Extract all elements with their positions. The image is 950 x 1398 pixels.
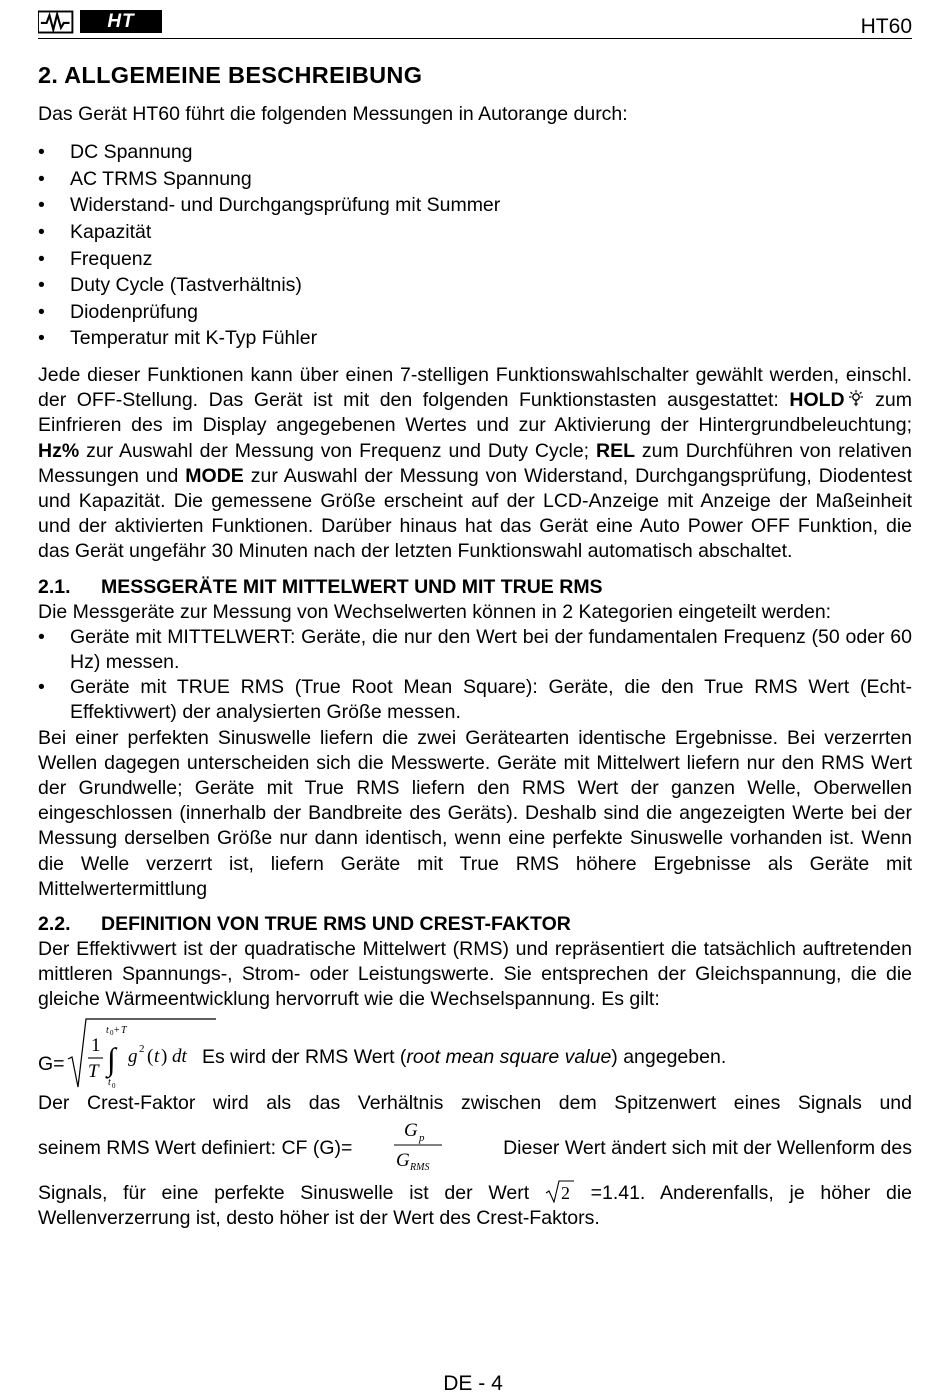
svg-text:∫: ∫: [107, 1040, 116, 1077]
svg-text:T: T: [88, 1060, 99, 1082]
list-item: • Frequenz: [38, 246, 912, 273]
svg-text:RMS: RMS: [410, 1161, 430, 1173]
svg-text:G: G: [396, 1149, 410, 1171]
svg-text:2: 2: [560, 1182, 570, 1203]
crest-line-1: Der Crest-Faktor wird als das Verhältnis zwischen dem Spitzenwert eines Signals und: [38, 1091, 912, 1114]
hold-key-label: HOLD: [789, 389, 845, 412]
meter-type-list: [38, 625, 912, 726]
intro-text: Das Gerät HT60 führt die folgenden Messungen in Autorange durch:: [38, 103, 628, 125]
svg-text:t: t: [108, 1076, 111, 1088]
crest-line-3: Signals, für eine perfekte Sinuswelle ist der Wert 2 =1.41. Anderenfalls, je höher die: [38, 1179, 912, 1206]
model-name: HT60: [860, 15, 912, 38]
crest-formula: [392, 1116, 452, 1174]
svg-text:): ): [161, 1045, 168, 1067]
rms-formula-row: [38, 1013, 912, 1091]
list-item: • Kapazität: [38, 219, 912, 246]
subsection-intro: Die Messgeräte zur Messung von Wechselwerten können in 2 Kategorien eingeteilt werden:: [38, 600, 832, 623]
svg-text:T: T: [121, 1024, 127, 1036]
mode-key-label: MODE: [185, 464, 244, 487]
rms-definition: Der Effektivwert ist der quadratische Mittelwert (RMS) und repräsentiert die tatsächlich auftretenden mittleren Spannungs-, Strom- oder Leistungswerte. Sie entsprechen der Gleichspannung, die die gleiche Wärmeentwicklung hervorruft wie die Wechselspannung. Es gilt:: [38, 938, 912, 1011]
crest-text-tail: Dieser Wert ändert sich mit der Wellenform des: [503, 1136, 912, 1159]
svg-text:0: 0: [112, 1081, 116, 1090]
list-item: • AC TRMS Spannung: [38, 166, 912, 193]
page-number: DE - 4: [443, 1372, 503, 1395]
sqrt-two-symbol: [545, 1179, 575, 1203]
brand-logo-text: HT: [80, 10, 162, 33]
subsection-heading: 2.1. MESSGERÄTE MIT MITTELWERT UND MIT TRUE RMS: [38, 575, 603, 598]
svg-text:dt: dt: [172, 1045, 187, 1067]
formula-description: Es wird der RMS Wert (root mean square value) angegeben.: [202, 1045, 727, 1068]
svg-text:p: p: [419, 1131, 425, 1144]
list-item: • Duty Cycle (Tastverhältnis): [38, 272, 912, 299]
list-item: • Temperatur mit K-Typ Fühler: [38, 325, 912, 352]
functions-paragraph: Jede dieser Funktionen kann über einen 7-stelligen Funktionswahlschalter gewählt werden, einschl. der OFF-Stellung. Das Gerät ist mit den folgenden Funktionstasten ausgestattet: HOLD zum Einfrieren des im Display angegebenen Wertes und zur Aktivierung der Hintergrundbeleuchtung; Hz% zur Auswahl der Messung von Frequenz und Duty Cycle; REL zum Durchführen von relativen Messungen und MODE zur Auswahl der Messung von Widerstand, Durchgangsprüfung, Diodentest und Kapazität. Die gemessene Größe erscheint auf der LCD-Anzeige mit Anzeige der Maßeinheit und der aktivierten Funktionen. Darüber hinaus hat das Gerät eine Auto Power OFF Funktion, die das Gerät ungefähr 30 Minuten nach der letzten Funktionswahl automatisch abschaltet.: [38, 363, 912, 563]
svg-text:2: 2: [139, 1042, 145, 1055]
crest-formula-row: [38, 1116, 912, 1174]
rel-key-label: REL: [596, 439, 636, 462]
svg-text:(: (: [147, 1045, 154, 1067]
light-bulb-icon: [847, 390, 865, 407]
list-item: • Widerstand- und Durchgangsprüfung mit Summer: [38, 192, 912, 219]
svg-text:+: +: [114, 1024, 120, 1036]
page-header: [38, 6, 912, 39]
svg-text:t: t: [106, 1024, 109, 1036]
section-title: 2. ALLGEMEINE BESCHREIBUNG: [38, 62, 423, 88]
crest-text-lead: seinem RMS Wert definiert: CF (G)=: [38, 1136, 353, 1159]
subsection-heading: 2.2. DEFINITION VON TRUE RMS UND CREST-FAKTOR: [38, 913, 571, 936]
measurement-list: [38, 139, 912, 352]
svg-text:t: t: [154, 1045, 160, 1067]
hz-key-label: Hz%: [38, 439, 80, 462]
svg-text:1: 1: [91, 1034, 101, 1056]
crest-line-4: Wellenverzerrung ist, desto höher ist der Wert des Crest-Faktors.: [38, 1207, 600, 1230]
formula-lhs: G=: [38, 1052, 65, 1075]
list-item: • Diodenprüfung: [38, 299, 912, 326]
page-content: [38, 60, 912, 1231]
list-item: • Geräte mit TRUE RMS (True Root Mean Square): Geräte, die den True RMS Wert (Echt-Effektivwert) der analysierten Größe messen.: [38, 675, 912, 725]
svg-text:g: g: [128, 1045, 138, 1067]
subsection-body: Bei einer perfekten Sinuswelle liefern die zwei Gerätearten identische Ergebnisse. Bei verzerrten Wellen dagegen unterscheiden sich die Messwerte. Geräte mit Mittelwert liefern nur den RMS Wert der Grundwelle; Geräte mit True RMS liefern den RMS Wert der ganzen Welle, Oberwellen eingeschlossen (innerhalb der Bandbreite des Geräts). Deshalb sind die angezeigten Werte bei der Messung derselben Größe nur dann identisch, wenn eine perfekte Sinuswelle vorhanden ist. Wenn die Welle verzerrt ist, liefern Geräte mit True RMS höhere Ergebnisse als Geräte mit Mittelwertermittlung: [38, 726, 912, 900]
list-item: • Geräte mit MITTELWERT: Geräte, die nur den Wert bei der fundamentalen Frequenz (50 oder 60 Hz) messen.: [38, 625, 912, 675]
list-item: • DC Spannung: [38, 139, 912, 166]
rms-formula: [64, 1013, 224, 1091]
svg-text:0: 0: [110, 1028, 114, 1037]
svg-text:G: G: [404, 1119, 418, 1141]
